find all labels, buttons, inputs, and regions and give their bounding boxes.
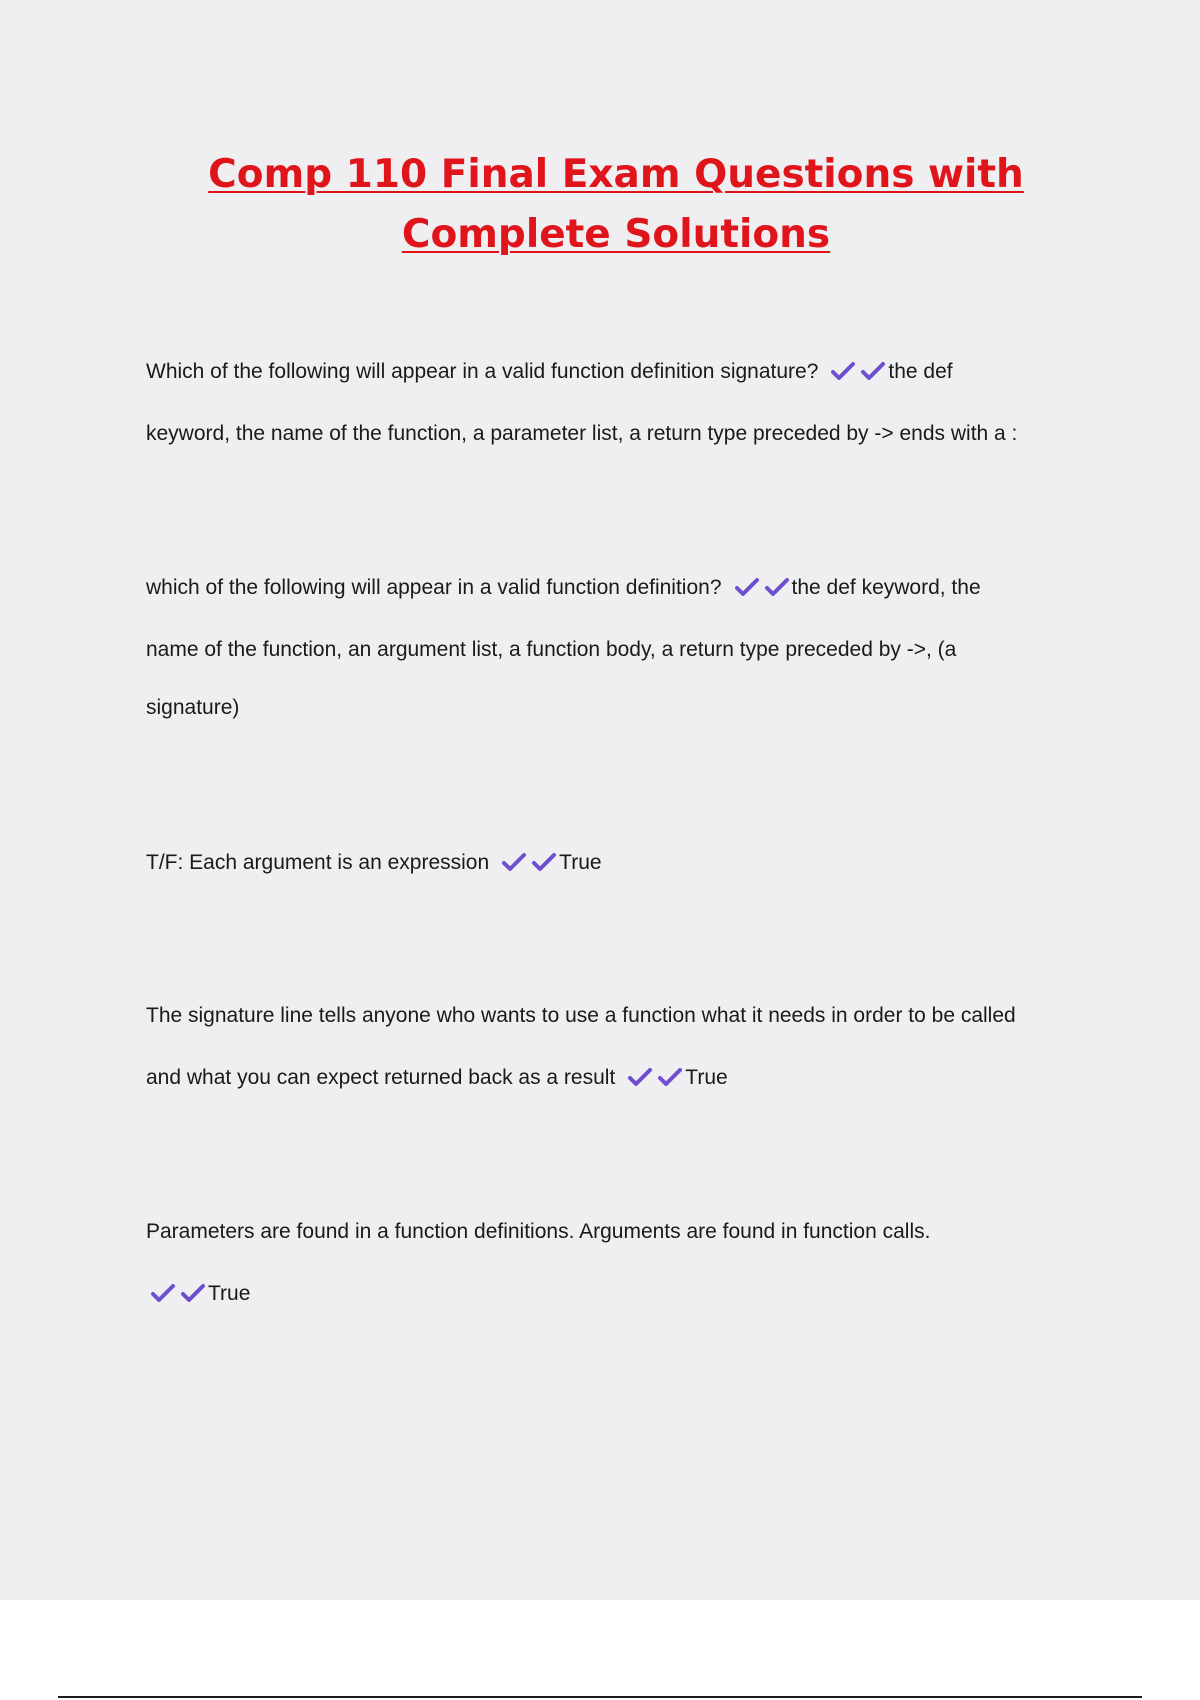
document-title xyxy=(0,145,1200,265)
double-checkmark-icon xyxy=(146,1282,206,1306)
double-checkmark-icon xyxy=(826,360,886,384)
answer-1-start: the def xyxy=(888,360,953,383)
double-checkmark-icon xyxy=(497,851,557,875)
page-divider xyxy=(58,1696,1142,1698)
answer-2-start: the def keyword, the xyxy=(791,576,981,599)
question-4-text-line-2: and what you can expect returned back as a result xyxy=(146,1066,616,1089)
question-2-text: which of the following will appear in a valid function definition? xyxy=(146,576,722,599)
document-title-line-2: Complete Solutions xyxy=(401,212,831,257)
question-5-text: Parameters are found in a function definitions. Arguments are found in function calls. xyxy=(146,1220,931,1243)
question-1 xyxy=(146,360,1086,480)
answer-4: True xyxy=(685,1066,728,1089)
answer-2-continued: name of the function, an argument list, a function body, a return type preceded by ->, (a xyxy=(146,638,957,661)
question-1-text: Which of the following will appear in a valid function definition signature? xyxy=(146,360,819,383)
question-5 xyxy=(146,1220,1086,1340)
question-3-text: T/F: Each argument is an expression xyxy=(146,851,490,874)
question-4-text-line-1: The signature line tells anyone who wants to use a function what it needs in order to be called xyxy=(146,1004,1016,1027)
question-4 xyxy=(146,1004,1086,1124)
answer-2-end: signature) xyxy=(146,696,240,719)
double-checkmark-icon xyxy=(730,576,790,600)
answer-3: True xyxy=(559,851,602,874)
document-title-line-1: Comp 110 Final Exam Questions with xyxy=(208,152,1024,197)
answer-5: True xyxy=(208,1282,251,1305)
answer-1-continued: keyword, the name of the function, a parameter list, a return type preceded by -> ends with a : xyxy=(146,422,1018,445)
question-2 xyxy=(146,576,1086,754)
question-3 xyxy=(146,851,1086,913)
double-checkmark-icon xyxy=(623,1066,683,1090)
